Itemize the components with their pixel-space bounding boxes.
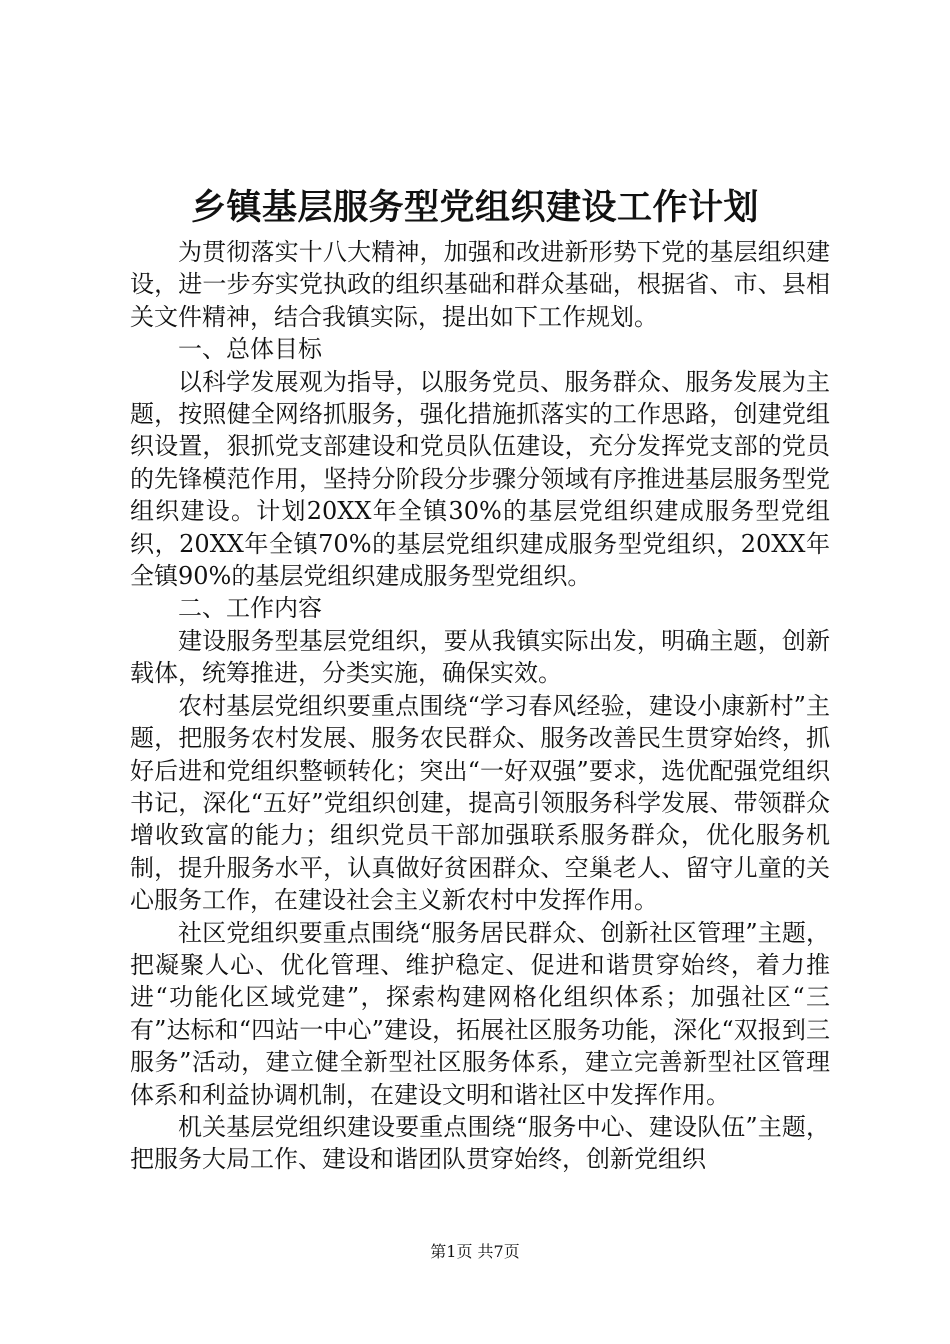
paragraph-intro: 为贯彻落实十八大精神，加强和改进新形势下党的基层组织建设，进一步夯实党执政的组织基础和群众基础，根据省、市、县相关文件精神，结合我镇实际，提出如下工作规划。 — [130, 238, 830, 331]
paragraph-rural: 农村基层党组织要重点围绕“学习春风经验，建设小康新村”主题，把服务农村发展、服务农民群众、服务改善民生贯穿始终，抓好后进和党组织整顿转化；突出“一好双强”要求，选优配强党组织书记，深化“五好”党组织创建，提高引领服务科学发展、带领群众增收致富的能力；组织党员干部加强联系服务群众，优化服务机制，提升服务水平，认真做好贫困群众、空巢老人、留守儿童的关心服务工作，在建设社会主义新农村中发挥作用。 — [130, 691, 830, 915]
paragraph-community: 社区党组织要重点围绕“服务居民群众、创新社区管理”主题，把凝聚人心、优化管理、维护稳定、促进和谐贯穿始终，着力推进“功能化区域党建”，探索构建网格化组织体系；加强社区“三有”达标和“四站一中心”建设，拓展社区服务功能，深化“双报到三服务”活动，建立健全新型社区服务体系，建立完善新型社区管理体系和利益协调机制，在建设文明和谐社区中发挥作用。 — [130, 918, 830, 1109]
page-number: 第1页 共7页 — [430, 1242, 520, 1261]
paragraph-overall-goal: 以科学发展观为指导，以服务党员、服务群众、服务发展为主题，按照健全网络抓服务，强化措施抓落实的工作思路，创建党组织设置，狠抓党支部建设和党员队伍建设，充分发挥党支部的党员的先锋模范作用，坚持分阶段分步骤分领域有序推进基层服务型党组织建设。计划20XX年全镇30%的基层党组织建成服务型党组织，20XX年全镇70%的基层党组织建成服务型党组织，20XX年全镇90%的基层党组织建成服务型党组织。 — [130, 367, 830, 591]
document-title: 乡镇基层服务型党组织建设工作计划 — [190, 187, 759, 228]
paragraph-work-content: 建设服务型基层党组织，要从我镇实际出发，明确主题，创新载体，统筹推进，分类实施，确保实效。 — [130, 626, 830, 688]
section-heading-overall-goal: 一、总体目标 — [178, 335, 322, 364]
document-body — [130, 236, 830, 1176]
section-heading-work-content: 二、工作内容 — [178, 594, 322, 623]
paragraph-government: 机关基层党组织建设要重点围绕“服务中心、建设队伍”主题，把服务大局工作、建设和谐团队贯穿始终，创新党组织 — [130, 1112, 830, 1174]
